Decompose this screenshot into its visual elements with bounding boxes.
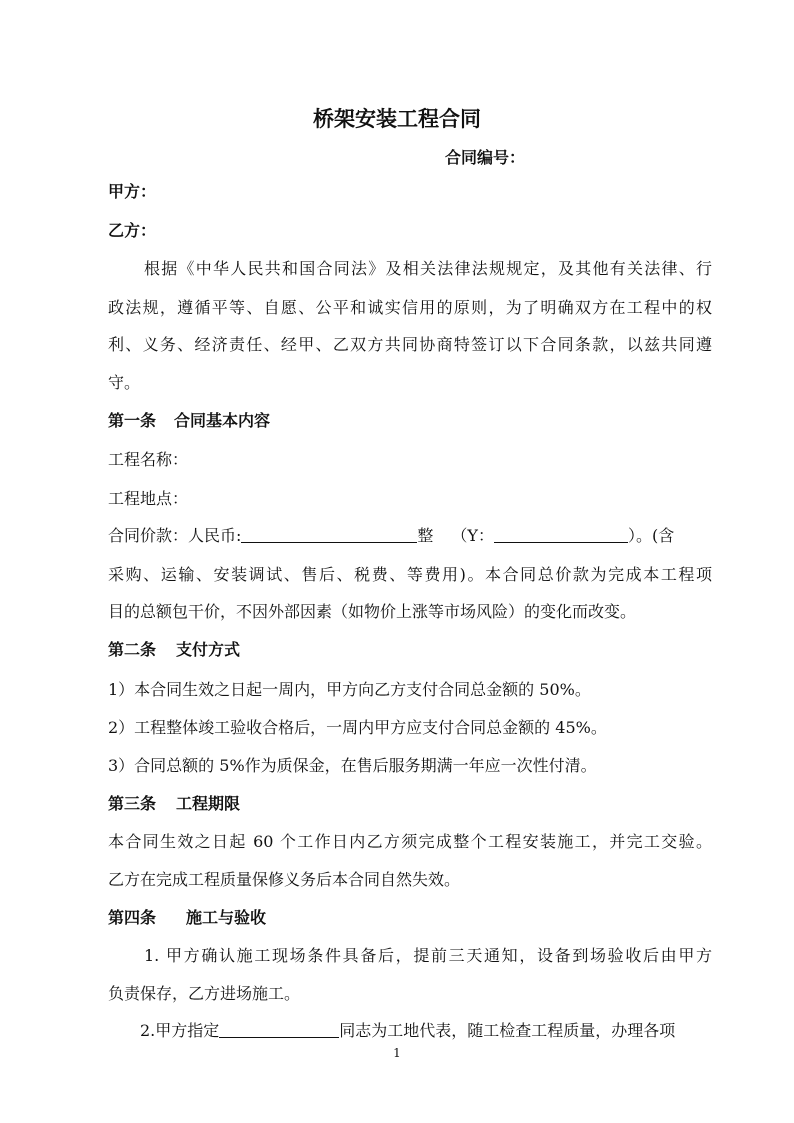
price-line-2: 采购、运输、安装调试、售后、税费、等费用)。本合同总价款为完成本工程项	[108, 565, 712, 584]
price-line-3: 目的总额包干价，不因外部因素（如物价上涨等市场风险）的变化而改变。	[108, 602, 637, 621]
project-name-label: 工程名称：	[108, 450, 189, 469]
party-a-label: 甲方：	[108, 182, 157, 201]
article-4-number: 第四条	[108, 908, 157, 927]
item-2-prefix: 2.甲方指定	[140, 1021, 220, 1040]
document-title: 桥架安装工程合同	[313, 106, 481, 131]
article-4-title: 施工与验收	[186, 908, 267, 927]
price-suffix: ）。(含	[628, 526, 675, 545]
payment-item-3: 3）合同总额的 5%作为质保金，在售后服务期满一年应一次性付清。	[108, 756, 597, 775]
price-paren-open: （Y：	[451, 526, 494, 545]
article-3-number: 第三条	[108, 794, 157, 813]
intro-line-3: 利、义务、经济责任、经甲、乙双方共同协商特签订以下合同条款，以兹共同遵	[108, 335, 712, 354]
party-b-label: 乙方：	[108, 221, 157, 240]
contract-number-label: 合同编号：	[445, 148, 526, 167]
intro-line-4: 守。	[108, 373, 141, 392]
payment-item-2: 2）工程整体竣工验收合格后，一周内甲方应支付合同总金额的 45%。	[108, 718, 607, 737]
article-2-title: 支付方式	[176, 640, 241, 659]
price-prefix: 合同价款：人民币:	[108, 526, 242, 545]
intro-line-1: 根据《中华人民共和国合同法》及相关法律法规规定，及其他有关法律、行	[144, 259, 712, 278]
contract-price-line	[108, 526, 712, 546]
term-line-2: 乙方在完成工程质量保修义务后本合同自然失效。	[108, 870, 461, 889]
project-site-label: 工程地点：	[108, 489, 189, 508]
payment-item-1: 1）本合同生效之日起一周内，甲方向乙方支付合同总金额的 50%。	[108, 680, 591, 699]
article-2-heading	[108, 640, 712, 660]
article-1-title: 合同基本内容	[174, 411, 271, 430]
construction-item-1-line-2: 负责保存，乙方进场施工。	[108, 984, 301, 1003]
construction-item-1-line-1: 1. 甲方确认施工现场条件具备后，提前三天通知，设备到场验收后由甲方	[144, 946, 712, 965]
price-whole-char: 整	[417, 526, 434, 545]
price-figure-blank[interactable]	[494, 526, 628, 543]
price-amount-blank[interactable]	[241, 526, 417, 543]
term-line-1: 本合同生效之日起 60 个工作日内乙方须完成整个工程安装施工，并完工交验。	[108, 832, 712, 851]
page-number: 1	[393, 1046, 401, 1060]
intro-line-2: 政法规，遵循平等、自愿、公平和诚实信用的原则，为了明确双方在工程中的权	[108, 298, 712, 317]
article-1-heading	[108, 411, 712, 431]
construction-item-2-line	[140, 1021, 712, 1041]
site-representative-blank[interactable]	[219, 1021, 339, 1038]
article-3-heading	[108, 794, 712, 814]
article-1-number: 第一条	[108, 411, 157, 430]
article-3-title: 工程期限	[176, 794, 241, 813]
article-2-number: 第二条	[108, 640, 157, 659]
article-4-heading	[108, 908, 712, 928]
item-2-suffix: 同志为工地代表，随工检查工程质量，办理各项	[339, 1021, 676, 1040]
